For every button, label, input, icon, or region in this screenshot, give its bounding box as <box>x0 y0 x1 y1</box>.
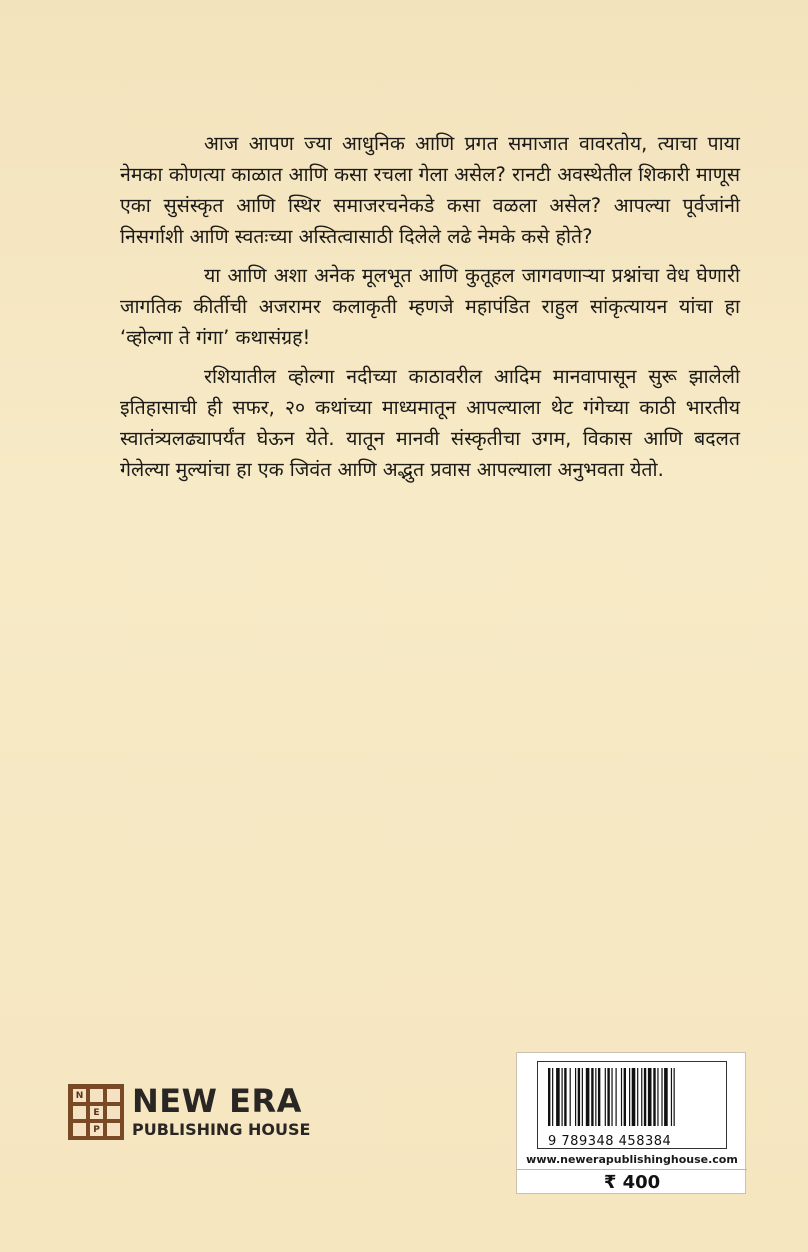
logo-cell <box>107 1123 120 1136</box>
barcode-bar <box>578 1068 580 1126</box>
logo-cell <box>90 1089 103 1102</box>
barcode-bar <box>674 1068 675 1126</box>
barcode-bar <box>595 1068 596 1126</box>
barcode-bar <box>556 1068 560 1126</box>
barcode-bar <box>605 1068 606 1126</box>
barcode-bar <box>598 1068 600 1126</box>
logo-cell <box>73 1123 86 1136</box>
barcode-bar <box>552 1068 553 1126</box>
barcode-bars <box>546 1068 720 1132</box>
barcode-bar <box>575 1068 576 1126</box>
barcode-bar <box>611 1068 612 1126</box>
publisher-website: www.newerapublishinghouse.com <box>526 1153 738 1166</box>
barcode-bar <box>564 1068 566 1126</box>
logo-cell <box>107 1106 120 1119</box>
blurb-paragraph-2: या आणि अशा अनेक मूलभूत आणि कुतूहल जागवणाऱ्या प्रश्नांचा वेध घेणारी जागतिक कीर्तीची अजरामर कलाकृती म्हणजे महापंडित राहुल सांकृत्यायन यांचा हा ‘व्होल्गा ते गंगा’ कथासंग्रह! <box>120 264 740 349</box>
barcode-bar <box>591 1068 593 1126</box>
barcode-bar <box>582 1068 583 1126</box>
barcode-bar <box>661 1068 662 1126</box>
logo-letter-e: E <box>90 1106 103 1119</box>
barcode-bar <box>653 1068 655 1126</box>
barcode-panel <box>516 1052 746 1194</box>
publisher-logo-icon <box>68 1084 124 1140</box>
barcode <box>537 1061 727 1149</box>
barcode-bar <box>671 1068 672 1126</box>
logo-letter-p: P <box>90 1123 103 1136</box>
barcode-bar <box>641 1068 642 1126</box>
publisher-subtitle: PUBLISHING HOUSE <box>132 1120 311 1139</box>
publisher-block <box>68 1084 310 1140</box>
blurb-paragraph-1: आज आपण ज्या आधुनिक आणि प्रगत समाजात वावरतोय, त्याचा पाया नेमका कोणत्या काळात आणि कसा रचला गेला असेल? रानटी अवस्थेतील शिकारी माणूस एका सुसंस्कृत आणि स्थिर समाजरचनेकडे कसा वळला असेल? आपल्या पूर्वजांनी निसर्गाशी आणि स्वतःच्या अस्तित्वासाठी दिलेले लढे नेमके कसे होते? <box>120 132 740 248</box>
logo-letter-n: N <box>73 1089 86 1102</box>
barcode-bar <box>644 1068 646 1126</box>
barcode-bar <box>621 1068 622 1126</box>
publisher-text <box>132 1084 310 1140</box>
barcode-bar <box>607 1068 609 1126</box>
logo-cell <box>73 1106 86 1119</box>
barcode-bar <box>629 1068 630 1126</box>
blurb-paragraph-3: रशियातील व्होल्गा नदीच्या काठावरील आदिम मानवापासून सुरू झालेली इतिहासाची ही सफर, २० कथांच्या माध्यमातून आपल्याला थेट गंगेच्या काठी भारतीय स्वातंत्र्यलढ्यापर्यंत घेऊन येते. यातून मानवी संस्कृतीचा उगम, विकास आणि बदलत गेलेल्या मुल्यांचा हा एक जिवंत आणि अद्भुत प्रवास आपल्याला अनुभवता येतो. <box>120 365 740 481</box>
publisher-name: NEW ERA <box>132 1082 302 1120</box>
barcode-bar <box>664 1068 668 1126</box>
barcode-bar <box>586 1068 590 1126</box>
barcode-bar <box>570 1068 571 1126</box>
blurb-text <box>120 128 740 493</box>
barcode-bar <box>648 1068 652 1126</box>
barcode-bar <box>562 1068 563 1126</box>
barcode-bar <box>637 1068 638 1126</box>
barcode-bar <box>657 1068 658 1126</box>
barcode-bar <box>548 1068 550 1126</box>
price-label: ₹ 400 <box>517 1169 747 1196</box>
barcode-bar <box>624 1068 626 1126</box>
logo-cell <box>107 1089 120 1102</box>
barcode-bar <box>616 1068 617 1126</box>
isbn-digits: 9 789348 458384 <box>548 1134 672 1149</box>
barcode-bar <box>632 1068 636 1126</box>
